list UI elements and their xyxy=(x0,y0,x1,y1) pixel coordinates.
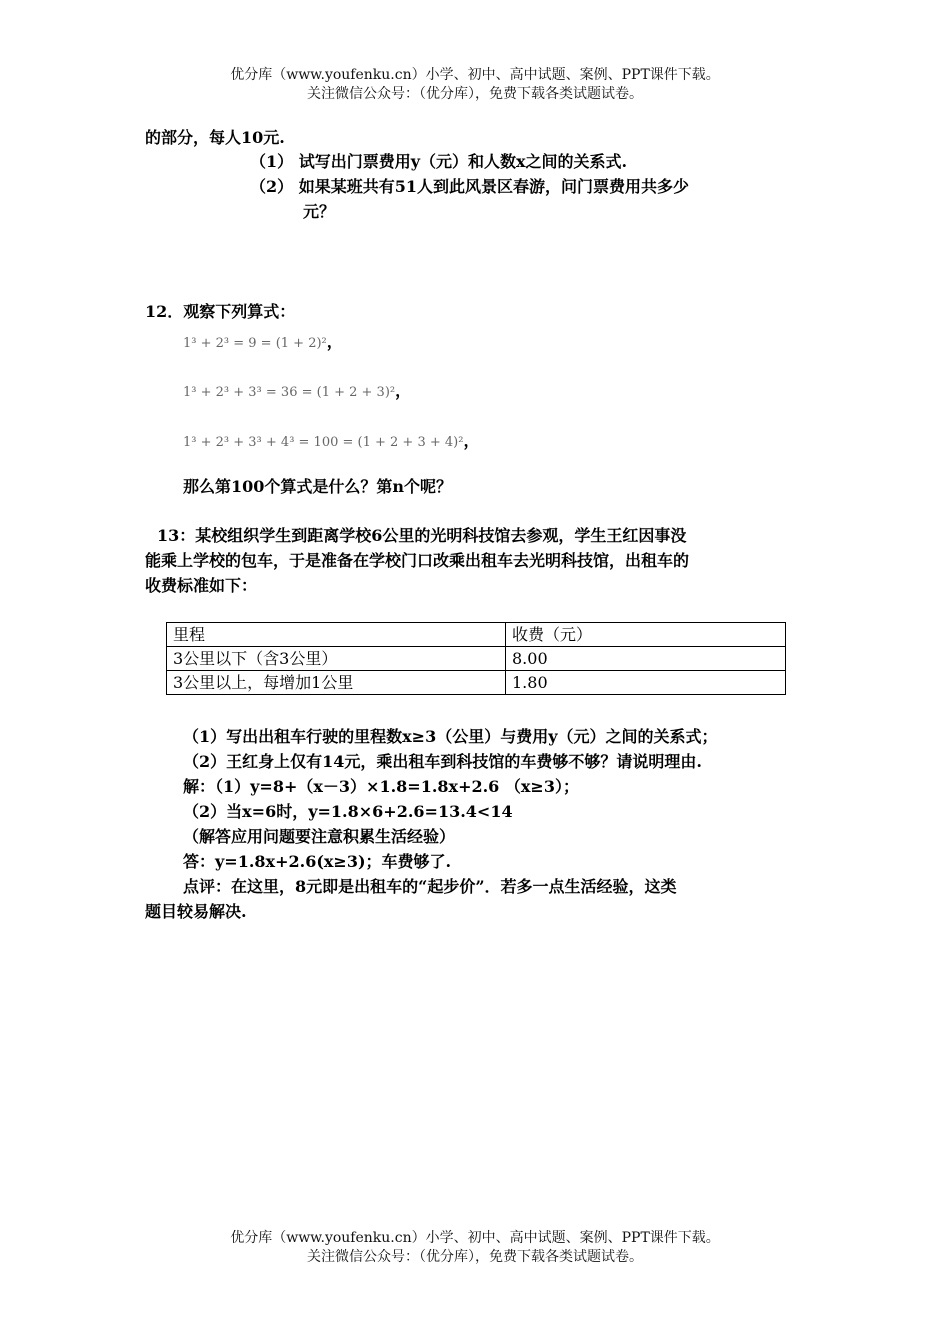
q11-continuation: 的部分，每人10元. xyxy=(145,128,285,147)
q12-equation-3-text: 1³ + 2³ + 3³ + 4³ = 100 = (1 + 2 + 3 + 4)² xyxy=(183,435,464,450)
q13-line-2: 能乘上学校的包车，于是准备在学校门口改乘出租车去光明科技馆，出租车的 xyxy=(145,551,690,570)
footer-line-2: 关注微信公众号：（优分库），免费下载各类试题试卷。 xyxy=(307,1249,643,1265)
q13-part-1: （1）写出出租车行驶的里程数x≥3（公里）与费用y（元）之间的关系式； xyxy=(183,727,718,746)
q13-solution-1: 解：（1）y=8+（x－3）×1.8=1.8x+2.6 （x≥3）； xyxy=(183,777,579,796)
q12-equation-2-text: 1³ + 2³ + 3³ = 36 = (1 + 2 + 3)² xyxy=(183,385,396,400)
q12-equation-1 xyxy=(183,329,343,352)
table-row xyxy=(167,647,786,671)
header-line-2: 关注微信公众号：（优分库），免费下载各类试题试卷。 xyxy=(307,86,643,102)
q11-part-2-cont: 元？ xyxy=(303,202,336,221)
q13-solution-2: （2）当x=6时，y=1.8×6+2.6=13.4<14 xyxy=(183,802,513,821)
q13-answer: 答：y=1.8x+2.6(x≥3)；车费够了. xyxy=(183,852,452,871)
table-cell-fee: 1.80 xyxy=(506,671,786,695)
table-cell-distance: 3公里以下（含3公里） xyxy=(167,647,506,671)
table-header-row xyxy=(167,623,786,647)
q11-part-1: （1） 试写出门票费用y（元）和人数x之间的关系式. xyxy=(250,152,628,171)
table-row xyxy=(167,671,786,695)
q13-comment-2: 题目较易解决. xyxy=(145,902,247,921)
q12-equation-2 xyxy=(183,378,411,401)
q13-part-2: （2）王红身上仅有14元，乘出租车到科技馆的车费够不够？请说明理由. xyxy=(183,752,702,771)
footer-line-1: 优分库（www.youfenku.cn）小学、初中、高中试题、案例、PPT课件下载。 xyxy=(230,1230,720,1246)
q12-comma-3: ， xyxy=(463,431,480,450)
q13-comment-1: 点评：在这里，8元即是出租车的“起步价”．若多一点生活经验，这类 xyxy=(183,877,677,896)
table-header-distance: 里程 xyxy=(167,623,506,647)
header-line-1: 优分库（www.youfenku.cn）小学、初中、高中试题、案例、PPT课件下载。 xyxy=(230,67,720,83)
fee-table xyxy=(166,622,786,695)
q12-question: 那么第100个算式是什么？第n个呢？ xyxy=(183,477,453,496)
q12-equation-3 xyxy=(183,428,479,451)
table-cell-fee: 8.00 xyxy=(506,647,786,671)
table-header-fee: 收费（元） xyxy=(506,623,786,647)
table-cell-distance: 3公里以上，每增加1公里 xyxy=(167,671,506,695)
q13-line-3: 收费标准如下： xyxy=(145,576,258,595)
q12-equation-1-text: 1³ + 2³ = 9 = (1 + 2)² xyxy=(183,336,327,351)
q12-title: 12．观察下列算式： xyxy=(145,302,296,321)
q13-line-1: 13：某校组织学生到距离学校6公里的光明科技馆去参观，学生王红因事没 xyxy=(157,526,687,545)
q13-note: （解答应用问题要注意积累生活经验） xyxy=(183,827,456,846)
q11-part-2: （2） 如果某班共有51人到此风景区春游，问门票费用共多少 xyxy=(250,177,689,196)
q12-comma-1: ， xyxy=(326,332,343,351)
q12-comma-2: ， xyxy=(395,381,412,400)
